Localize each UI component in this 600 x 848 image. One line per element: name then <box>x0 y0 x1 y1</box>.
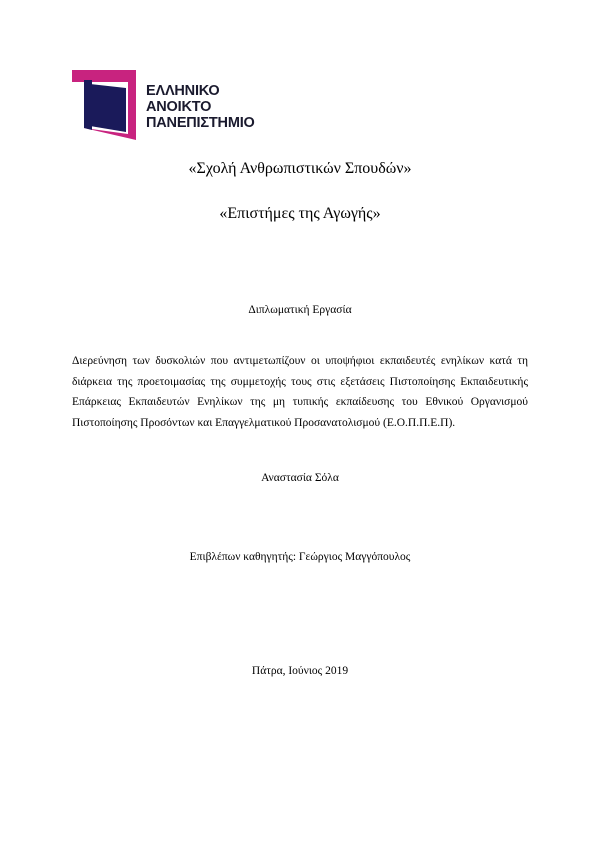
university-logo-mark-icon <box>72 70 136 140</box>
work-type: Διπλωματική Εργασία <box>248 304 352 316</box>
supervisor: Επιβλέπων καθηγητής: Γεώργιος Μαγγόπουλος <box>189 551 411 563</box>
university-logo <box>72 70 272 142</box>
thesis-title: Διερεύνηση των δυσκολιών που αντιμετωπίζουν οι υποψήφιοι εκπαιδευτές ενηλίκων κατά τη διάρκεια της προετοιμασίας της συμμετοχής τους στις εξετάσεις Πιστοποίησης Εκπαιδευτικής Επάρκειας Εκπαιδευτών Ενηλίκων της μη τυπικής εκπαίδευσης του Εθνικού Οργανισμού Πιστοποίησης Προσόντων και Επαγγελματικού Προσανατολισμού (Ε.Ο.Π.Π.Ε.Π). <box>72 355 528 429</box>
logo-line-3: ΠΑΝΕΠΙΣΤΗΜΙΟ <box>146 115 255 131</box>
logo-line-1: ΕΛΛΗΝΙΚΟ <box>146 83 220 99</box>
school-name: «Σχολή Ανθρωπιστικών Σπουδών» <box>188 160 412 177</box>
university-logo-text <box>146 83 255 131</box>
logo-line-2: ΑΝΟΙΚΤΟ <box>146 99 212 115</box>
author-name: Αναστασία Σόλα <box>261 472 339 484</box>
department-name: «Επιστήμες της Αγωγής» <box>219 205 381 222</box>
place-date: Πάτρα, Ιούνιος 2019 <box>251 665 349 677</box>
